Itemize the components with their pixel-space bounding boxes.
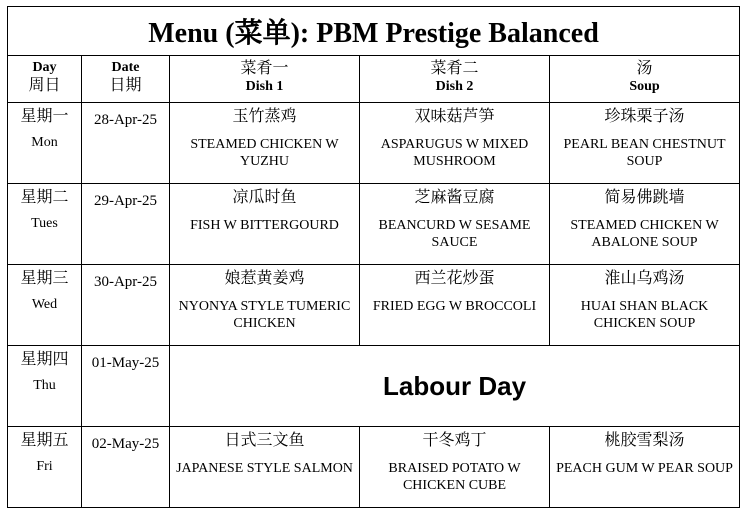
dish1-cell bbox=[170, 184, 360, 265]
menu-row-tues bbox=[8, 184, 740, 265]
menu-row-mon bbox=[8, 103, 740, 184]
header-soup bbox=[550, 56, 740, 103]
day-cell bbox=[8, 265, 82, 346]
day-zh: 星期五 bbox=[20, 432, 69, 449]
dish1-zh: 凉瓜时鱼 bbox=[232, 189, 297, 206]
dish2-en: BEANCURD W SESAME SAUCE bbox=[378, 218, 531, 250]
day-en: Mon bbox=[31, 135, 58, 150]
date-text: 28-Apr-25 bbox=[93, 112, 158, 128]
dish1-zh: 日式三文鱼 bbox=[224, 432, 305, 449]
day-zh: 星期一 bbox=[20, 108, 69, 125]
soup-cell bbox=[550, 427, 740, 508]
day-en: Wed bbox=[31, 297, 58, 312]
header-dish2-en: Dish 2 bbox=[435, 79, 474, 94]
soup-cell bbox=[550, 184, 740, 265]
dish2-zh: 双味菇芦笋 bbox=[414, 108, 495, 125]
header-soup-en: Soup bbox=[629, 79, 660, 94]
header-dish1 bbox=[170, 56, 360, 103]
menu-table bbox=[7, 6, 740, 508]
soup-en: PEACH GUM W PEAR SOUP bbox=[556, 461, 733, 476]
dish1-en: NYONYA STYLE TUMERIC CHICKEN bbox=[178, 299, 351, 331]
dish1-zh: 玉竹蒸鸡 bbox=[232, 108, 297, 125]
dish1-en: JAPANESE STYLE SALMON bbox=[176, 461, 353, 476]
soup-cell bbox=[550, 265, 740, 346]
dish2-zh: 干冬鸡丁 bbox=[422, 432, 487, 449]
day-cell bbox=[8, 103, 82, 184]
soup-zh: 简易佛跳墙 bbox=[604, 189, 685, 206]
header-date-en: Date bbox=[111, 60, 140, 75]
date-cell bbox=[82, 427, 170, 508]
header-dish1-en: Dish 1 bbox=[245, 79, 284, 94]
date-text: 01-May-25 bbox=[91, 355, 160, 371]
soup-cell bbox=[550, 103, 740, 184]
day-cell bbox=[8, 184, 82, 265]
dish1-zh: 娘惹黄姜鸡 bbox=[224, 270, 305, 287]
dish2-cell bbox=[360, 265, 550, 346]
header-day-en: Day bbox=[32, 60, 57, 75]
header-day bbox=[8, 56, 82, 103]
day-zh: 星期二 bbox=[20, 189, 69, 206]
holiday-cell: Labour Day bbox=[170, 346, 740, 427]
day-en: Fri bbox=[36, 459, 53, 474]
day-cell bbox=[8, 346, 82, 427]
menu-title: Menu (菜单): PBM Prestige Balanced bbox=[8, 7, 740, 56]
dish2-en: BRAISED POTATO W CHICKEN CUBE bbox=[388, 461, 521, 493]
dish2-cell bbox=[360, 184, 550, 265]
dish2-zh: 西兰花炒蛋 bbox=[414, 270, 495, 287]
day-zh: 星期三 bbox=[20, 270, 69, 287]
header-dish2-zh: 菜肴二 bbox=[430, 60, 479, 77]
dish1-en: FISH W BITTERGOURD bbox=[190, 218, 339, 233]
date-cell bbox=[82, 265, 170, 346]
date-cell bbox=[82, 184, 170, 265]
day-en: Tues bbox=[31, 216, 58, 231]
date-text: 02-May-25 bbox=[91, 436, 160, 452]
date-text: 30-Apr-25 bbox=[93, 274, 158, 290]
header-dish1-zh: 菜肴一 bbox=[240, 60, 289, 77]
dish2-zh: 芝麻酱豆腐 bbox=[414, 189, 495, 206]
date-text: 29-Apr-25 bbox=[93, 193, 158, 209]
header-row bbox=[8, 56, 740, 103]
dish2-cell bbox=[360, 427, 550, 508]
soup-zh: 淮山乌鸡汤 bbox=[604, 270, 685, 287]
dish1-cell bbox=[170, 427, 360, 508]
dish1-cell bbox=[170, 103, 360, 184]
menu-row-thu bbox=[8, 346, 740, 427]
date-cell bbox=[82, 346, 170, 427]
header-soup-zh: 汤 bbox=[636, 60, 653, 77]
dish2-en: ASPARUGUS W MIXED MUSHROOM bbox=[380, 137, 529, 169]
soup-en: PEARL BEAN CHESTNUT SOUP bbox=[563, 137, 726, 169]
day-en: Thu bbox=[33, 378, 56, 393]
header-dish2 bbox=[360, 56, 550, 103]
day-zh: 星期四 bbox=[20, 351, 69, 368]
day-cell bbox=[8, 427, 82, 508]
date-cell bbox=[82, 103, 170, 184]
dish2-en: FRIED EGG W BROCCOLI bbox=[372, 299, 537, 314]
soup-en: HUAI SHAN BLACK CHICKEN SOUP bbox=[580, 299, 709, 331]
header-date-zh: 日期 bbox=[109, 77, 142, 94]
soup-zh: 桃胶雪梨汤 bbox=[604, 432, 685, 449]
menu-row-wed bbox=[8, 265, 740, 346]
menu-row-fri bbox=[8, 427, 740, 508]
dish1-en: STEAMED CHICKEN W YUZHU bbox=[190, 137, 339, 169]
dish1-cell bbox=[170, 265, 360, 346]
soup-en: STEAMED CHICKEN W ABALONE SOUP bbox=[570, 218, 719, 250]
soup-zh: 珍珠栗子汤 bbox=[604, 108, 685, 125]
dish2-cell bbox=[360, 103, 550, 184]
header-day-zh: 周日 bbox=[28, 77, 61, 94]
header-date bbox=[82, 56, 170, 103]
